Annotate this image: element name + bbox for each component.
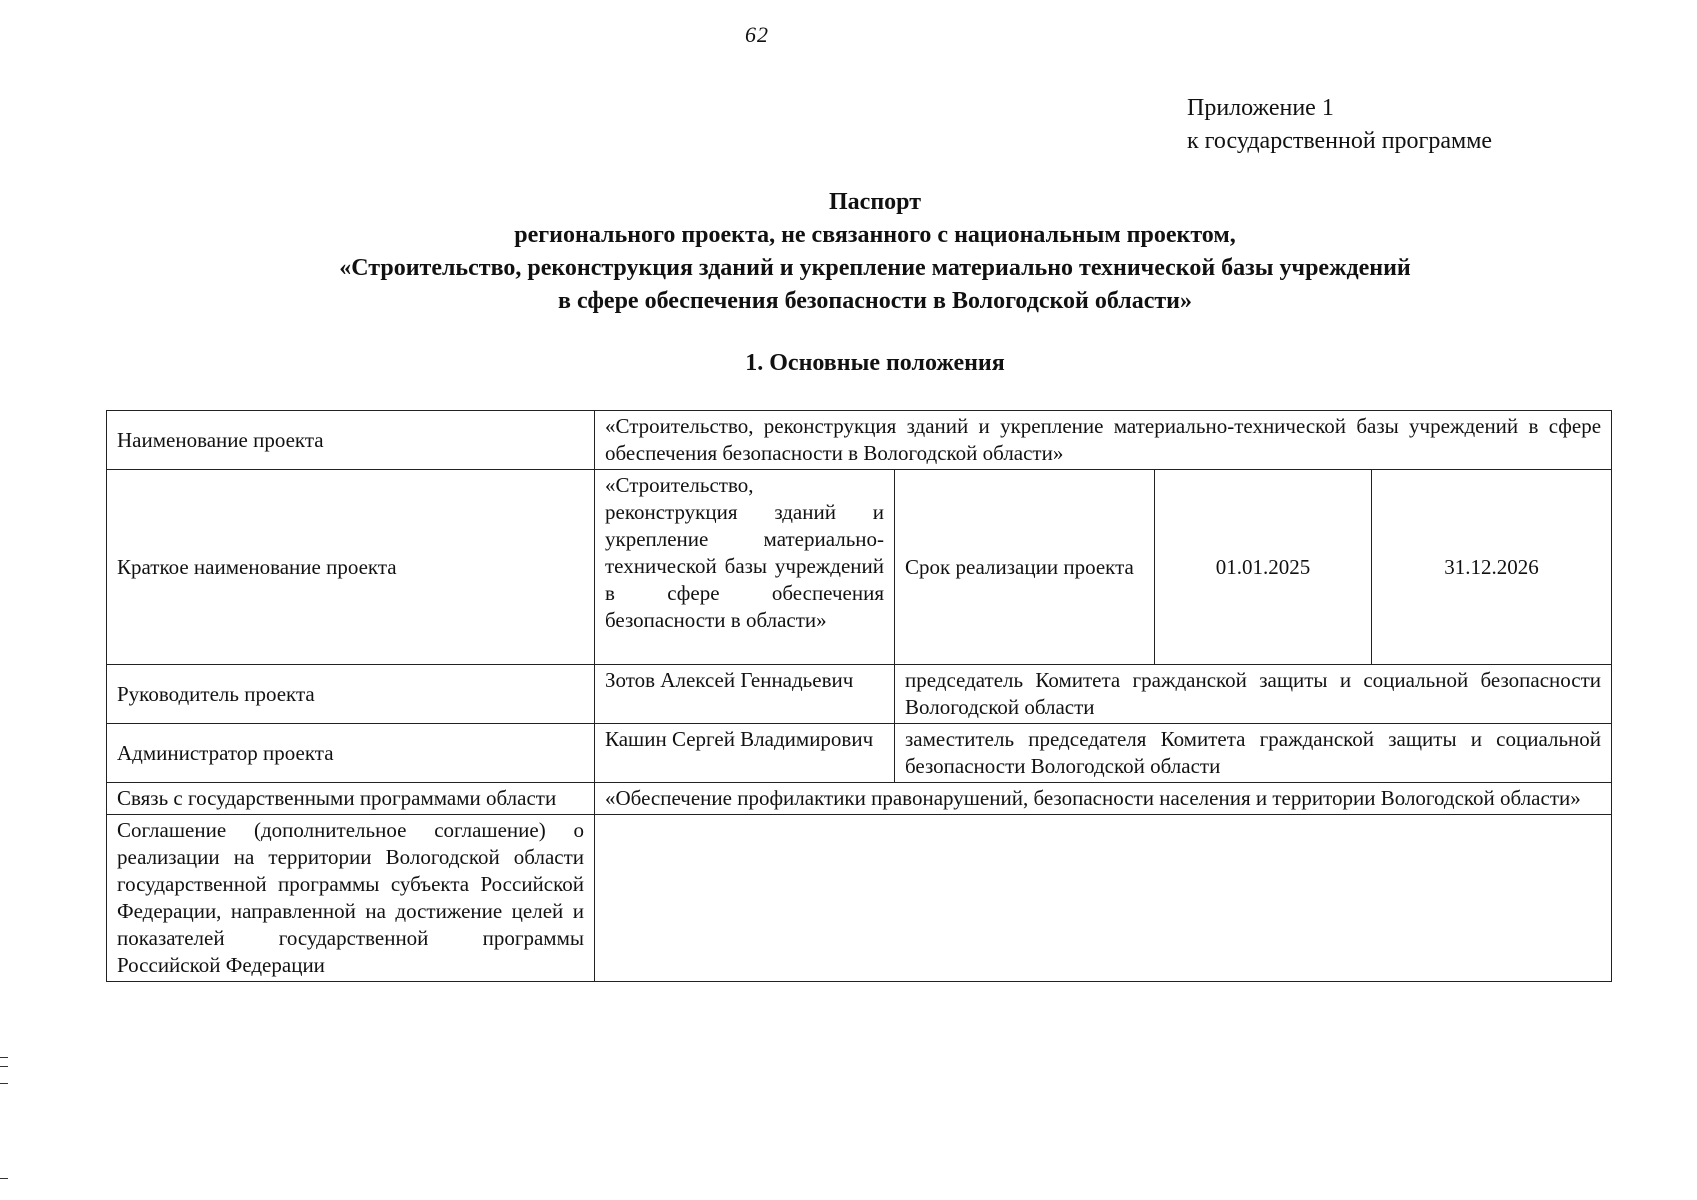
short-name-label: Краткое наименование проекта xyxy=(107,470,595,665)
row-state-programs xyxy=(107,783,1612,815)
section-heading: 1. Основные положения xyxy=(745,350,1005,376)
document-title xyxy=(150,186,1600,318)
admin-name: Кашин Сергей Владимирович xyxy=(595,724,895,783)
state-programs-label: Связь с государственными программами области xyxy=(107,783,595,815)
title-line-1: Паспорт xyxy=(829,189,921,215)
project-name-value: «Строительство, реконструкция зданий и укрепление материально-технической базы учреждений в сфере обеспечения безопасности в Вологодской области» xyxy=(595,411,1612,470)
row-short-name xyxy=(107,470,1612,665)
row-project-name xyxy=(107,411,1612,470)
admin-label: Администратор проекта xyxy=(107,724,595,783)
title-line-2: регионального проекта, не связанного с национальным проектом, xyxy=(514,222,1236,248)
annex-line-1: Приложение 1 xyxy=(1187,95,1334,121)
leader-position: председатель Комитета гражданской защиты и социальной безопасности Вологодской области xyxy=(895,665,1612,724)
agreement-label: Соглашение (дополнительное соглашение) о реализации на территории Вологодской области государственной программы субъекта Российской Федерации, направленной на достижение целей и показателей государственной программы Российской Федерации xyxy=(107,815,595,982)
term-label: Срок реализации проекта xyxy=(895,470,1155,665)
passport-table xyxy=(106,410,1612,982)
row-project-admin xyxy=(107,724,1612,783)
start-date: 01.01.2025 xyxy=(1155,470,1372,665)
row-agreement xyxy=(107,815,1612,982)
title-line-3: «Строительство, реконструкция зданий и укрепление материально технической базы учреждений xyxy=(339,255,1411,281)
annex-header xyxy=(1187,92,1492,158)
margin-marks xyxy=(0,1057,8,1098)
short-name-value: «Строительство, реконструкция зданий и укрепление материально-технической базы учреждений в сфере обеспечения безопасности в области» xyxy=(595,470,895,665)
state-programs-value: «Обеспечение профилактики правонарушений, безопасности населения и территории Вологодской области» xyxy=(595,783,1612,815)
page-number: 62 xyxy=(745,22,769,47)
end-date: 31.12.2026 xyxy=(1372,470,1612,665)
leader-label: Руководитель проекта xyxy=(107,665,595,724)
leader-name: Зотов Алексей Геннадьевич xyxy=(595,665,895,724)
margin-dash xyxy=(0,1178,8,1179)
agreement-value xyxy=(595,815,1612,982)
admin-position: заместитель председателя Комитета гражданской защиты и социальной безопасности Вологодской области xyxy=(895,724,1612,783)
row-project-leader xyxy=(107,665,1612,724)
annex-line-2: к государственной программе xyxy=(1187,128,1493,154)
title-line-4: в сфере обеспечения безопасности в Вологодской области» xyxy=(558,288,1192,314)
project-name-label: Наименование проекта xyxy=(107,411,595,470)
